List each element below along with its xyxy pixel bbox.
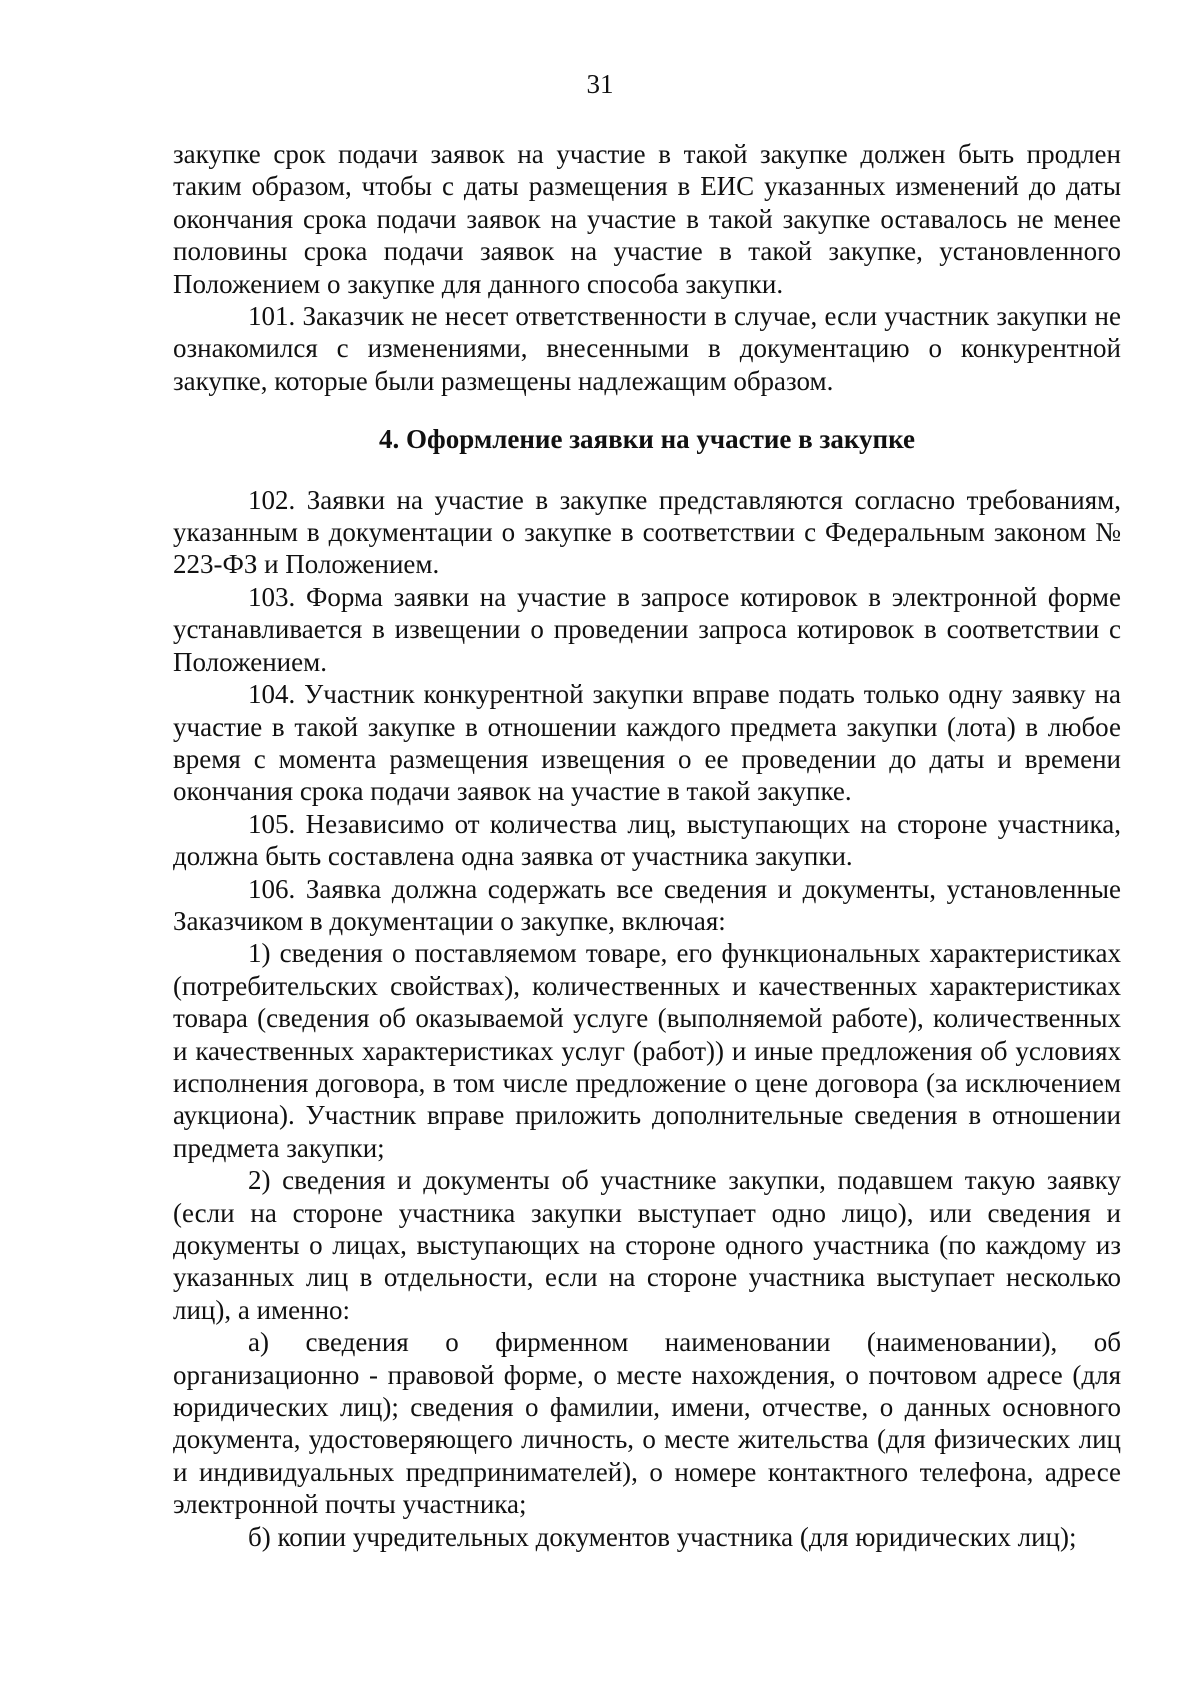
document-body xyxy=(173,138,1121,1553)
list-item-1: 1) сведения о поставляемом товаре, его функциональных характеристиках (потребительских свойствах), количественных и качественных характеристиках товара (сведения об оказываемой услуге (выполняемой работе), количественных и качественных характеристиках услуг (работ)) и иные предложения об условиях исполнения договора, в том числе предложение о цене договора (за исключением аукциона). Участник вправе приложить дополнительные сведения в отношении предмета закупки; xyxy=(173,938,1121,1163)
sub-item-a: а) сведения о фирменном наименовании (наименовании), об организационно - правовой форме, о месте нахождения, о почтовом адресе (для юридических лиц); сведения о фамилии, имени, отчестве, о данных основного документа, удостоверяющего личность, о месте жительства (для физических лиц и индивидуальных предпринимателей), о номере контактного телефона, адресе электронной почты участника; xyxy=(173,1327,1121,1520)
sub-item-b: б) копии учредительных документов участника (для юридических лиц); xyxy=(248,1521,1077,1552)
list-item-2: 2) сведения и документы об участнике закупки, подавшем такую заявку (если на стороне участника закупки выступает одно лицо), или сведения и документы о лицах, выступающих на стороне одного участника (по каждому из указанных лиц в отдельности, если на стороне участника выступает несколько лиц), а именно: xyxy=(173,1165,1121,1325)
paragraph-102: 102. Заявки на участие в закупке представляются согласно требованиям, указанным в документации о закупке в соответствии с Федеральным законом № 223-ФЗ и Положением. xyxy=(173,484,1121,580)
paragraph-continuation: закупке срок подачи заявок на участие в такой закупке должен быть продлен таким образом, чтобы с даты размещения в ЕИС указанных изменений до даты окончания срока подачи заявок на участие в такой закупке оставалось не менее половины срока подачи заявок на участие в такой закупке, установленного Положением о закупке для данного способа закупки. xyxy=(173,139,1121,299)
paragraph-103: 103. Форма заявки на участие в запросе котировок в электронной форме устанавливается в извещении о проведении запроса котировок в соответствии с Положением. xyxy=(173,581,1121,677)
paragraph-105: 105. Независимо от количества лиц, выступающих на стороне участника, должна быть составлена одна заявка от участника закупки. xyxy=(173,808,1121,872)
paragraph-104: 104. Участник конкурентной закупки вправе подать только одну заявку на участие в такой закупке в отношении каждого предмета закупки (лота) в любое время с момента размещения извещения о ее проведении до даты и времени окончания срока подачи заявок на участие в такой закупке. xyxy=(173,679,1121,807)
paragraph-106: 106. Заявка должна содержать все сведения и документы, установленные Заказчиком в документации о закупке, включая: xyxy=(173,873,1121,936)
page-number: 31 xyxy=(586,69,614,99)
section-heading: 4. Оформление заявки на участие в закупке xyxy=(379,424,915,455)
paragraph-101: 101. Заказчик не несет ответственности в случае, если участник закупки не ознакомился с изменениями, внесенными в документацию о конкурентной закупке, которые были размещены надлежащим образом. xyxy=(173,301,1121,396)
